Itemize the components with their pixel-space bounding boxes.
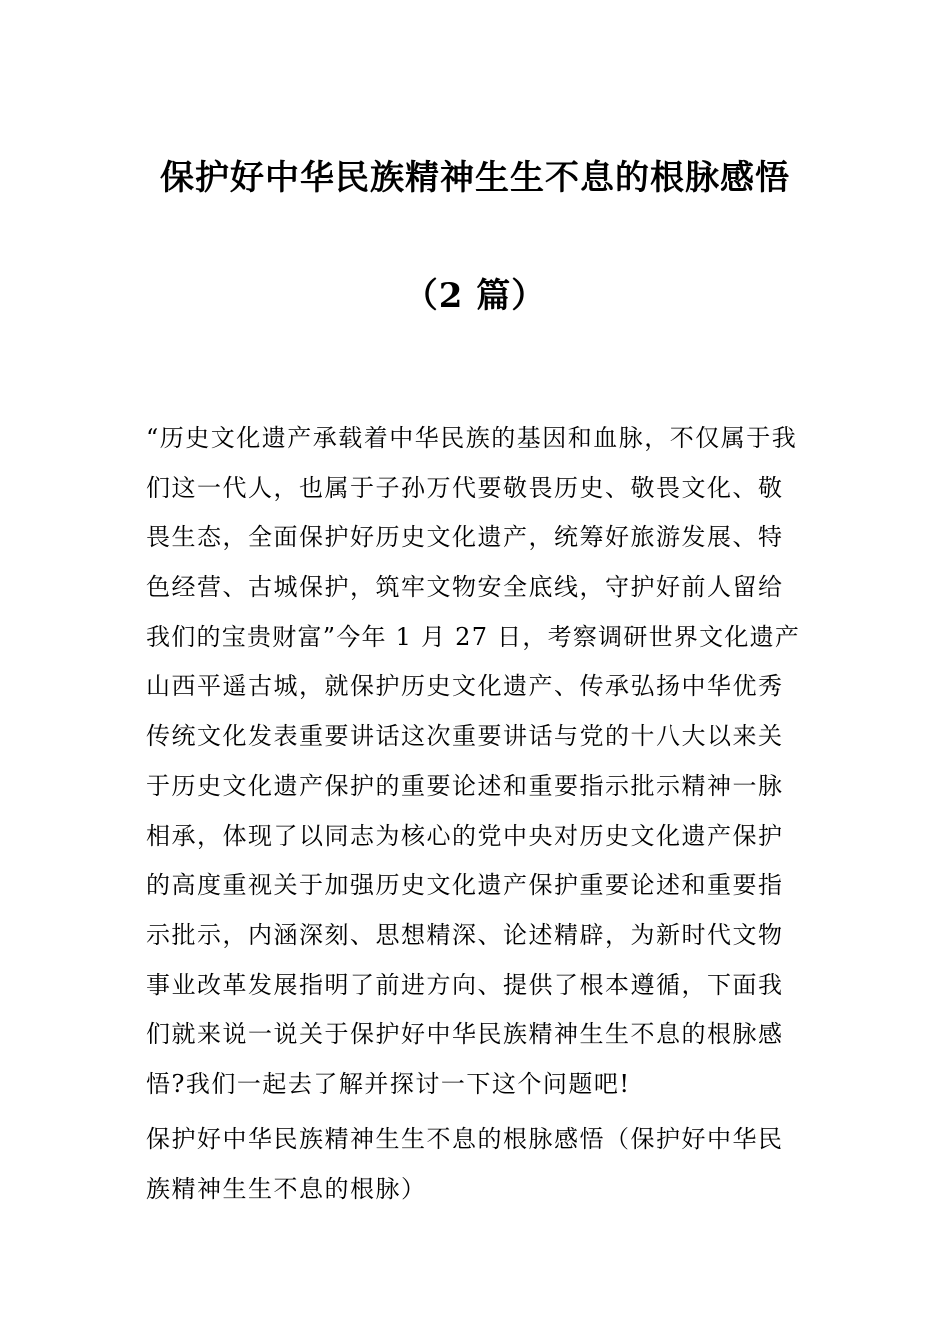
- paragraph-line: 相承，体现了以同志为核心的党中央对历史文化遗产保护: [146, 821, 784, 850]
- paragraph-line: 示批示，内涵深刻、思想精深、论述精辟，为新时代文物: [146, 920, 784, 949]
- paragraph-line: 悟?我们一起去了解并探讨一下这个问题吧!: [146, 1069, 631, 1098]
- paragraph-line: 事业改革发展指明了前进方向、提供了根本遵循，下面我: [146, 970, 784, 999]
- paragraph-line: 们就来说一说关于保护好中华民族精神生生不息的根脉感: [146, 1020, 784, 1049]
- intro-paragraph: [146, 414, 806, 1110]
- paragraph-line: 们这一代人，也属于子孙万代要敬畏历史、敬畏文化、敬: [146, 473, 784, 502]
- paragraph-line: 我们的宝贵财富”今年 1 月 27 日，考察调研世界文化遗产: [146, 622, 801, 651]
- paragraph-line: 山西平遥古城，就保护历史文化遗产、传承弘扬中华优秀: [146, 672, 784, 701]
- subheading-line: 保护好中华民族精神生生不息的根脉感悟（保护好中华民: [146, 1125, 784, 1153]
- paragraph-line: 的高度重视关于加强历史文化遗产保护重要论述和重要指: [146, 871, 784, 900]
- document-title: 保护好中华民族精神生生不息的根脉感悟: [160, 158, 790, 198]
- paragraph-line: 畏生态，全面保护好历史文化遗产，统筹好旅游发展、特: [146, 523, 784, 552]
- paragraph-line: “历史文化遗产承载着中华民族的基因和血脉，不仅属于我: [146, 424, 798, 452]
- subheading-line: 族精神生生不息的根脉）: [146, 1175, 427, 1203]
- subheading: [146, 1114, 806, 1214]
- paragraph-line: 传统文化发表重要讲话这次重要讲话与党的十八大以来关: [146, 722, 784, 751]
- paragraph-line: 色经营、古城保护，筑牢文物安全底线，守护好前人留给: [146, 573, 784, 602]
- paragraph-line: 于历史文化遗产保护的重要论述和重要指示批示精神一脉: [146, 771, 784, 800]
- document-title-count: （2 篇）: [403, 276, 547, 316]
